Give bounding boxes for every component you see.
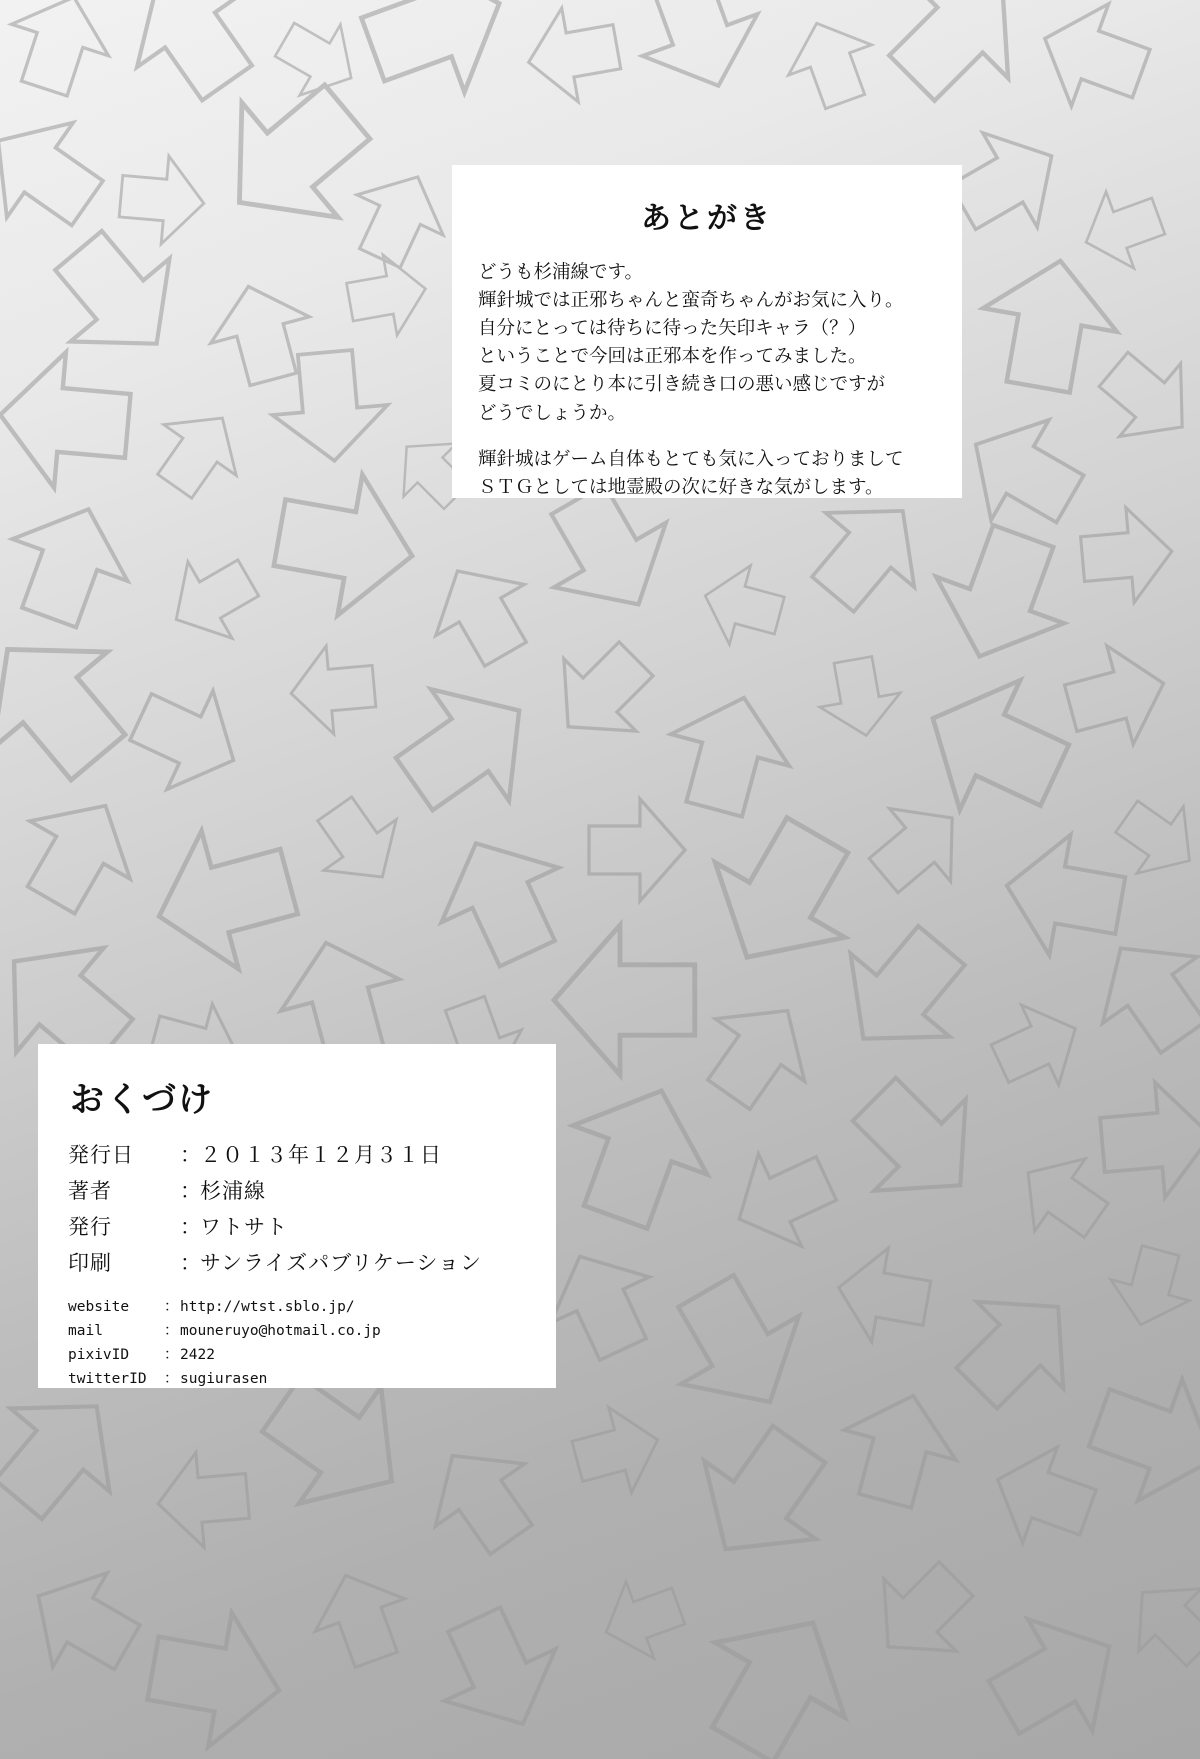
contact-key: mail: [68, 1323, 103, 1339]
colophon-key: 印刷: [68, 1251, 112, 1275]
colophon-row: [68, 1139, 526, 1169]
colophon-row: [68, 1211, 526, 1241]
contact-row-pixiv: [68, 1343, 526, 1364]
colophon-separator: ：: [180, 1179, 201, 1203]
afterword-line: どうも杉浦線です。: [478, 262, 644, 283]
contact-value-website[interactable]: http://wtst.sblo.jp/: [180, 1299, 355, 1315]
afterword-line: 輝針城では正邪ちゃんと蛮奇ちゃんがお気に入り。: [478, 290, 904, 312]
colophon-row: [68, 1175, 526, 1205]
afterword-line: 輝針城はゲーム自体もとても気に入っておりまして: [478, 448, 904, 470]
afterword-card: [452, 165, 962, 498]
afterword-title: あとがき: [641, 201, 773, 236]
afterword-line: どうでしょうか。: [478, 402, 627, 424]
colophon-separator: ：: [180, 1215, 201, 1239]
colophon-key: 発行日: [68, 1143, 134, 1167]
contact-key: website: [68, 1299, 130, 1315]
afterword-line: ＳＴＧとしては地霊殿の次に好きな気がします。: [478, 476, 884, 498]
colophon-separator: ：: [180, 1251, 201, 1275]
colophon-card: [38, 1044, 556, 1388]
contact-separator: ：: [164, 1371, 179, 1387]
contact-value-twitter[interactable]: sugiurasen: [180, 1371, 268, 1387]
colophon-key: 発行: [68, 1215, 112, 1239]
colophon-value: 杉浦線: [200, 1179, 266, 1203]
afterword-paragraph-2: [478, 446, 936, 502]
colophon-title: おくづけ: [70, 1080, 214, 1120]
contact-value-mail[interactable]: mouneruyo@hotmail.co.jp: [180, 1323, 381, 1339]
contact-key: twitterID: [68, 1371, 147, 1387]
colophon-key: 著者: [68, 1179, 112, 1203]
contact-separator: ：: [164, 1347, 179, 1363]
afterword-paragraph-1: [478, 259, 936, 428]
contact-block: [68, 1295, 526, 1388]
afterword-line: 夏コミのにとり本に引き続き口の悪い感じですが: [478, 374, 886, 396]
afterword-line: 自分にとっては待ちに待った矢印キャラ（？）: [478, 318, 867, 340]
colophon-value: サンライズパブリケーション: [200, 1251, 483, 1275]
colophon-value: ２０１３年１２月３１日: [200, 1143, 442, 1167]
contact-row-twitter: [68, 1367, 526, 1388]
contact-row-mail: [68, 1319, 526, 1340]
colophon-value: ワトサト: [200, 1215, 288, 1239]
contact-separator: ：: [164, 1299, 179, 1315]
contact-value-pixiv[interactable]: 2422: [180, 1347, 215, 1363]
contact-key: pixivID: [68, 1347, 130, 1363]
contact-separator: ：: [164, 1323, 179, 1339]
afterword-line: ということで今回は正邪本を作ってみました。: [478, 346, 867, 368]
contact-row-website: [68, 1295, 526, 1316]
colophon-separator: ：: [180, 1143, 201, 1167]
colophon-row: [68, 1247, 526, 1277]
